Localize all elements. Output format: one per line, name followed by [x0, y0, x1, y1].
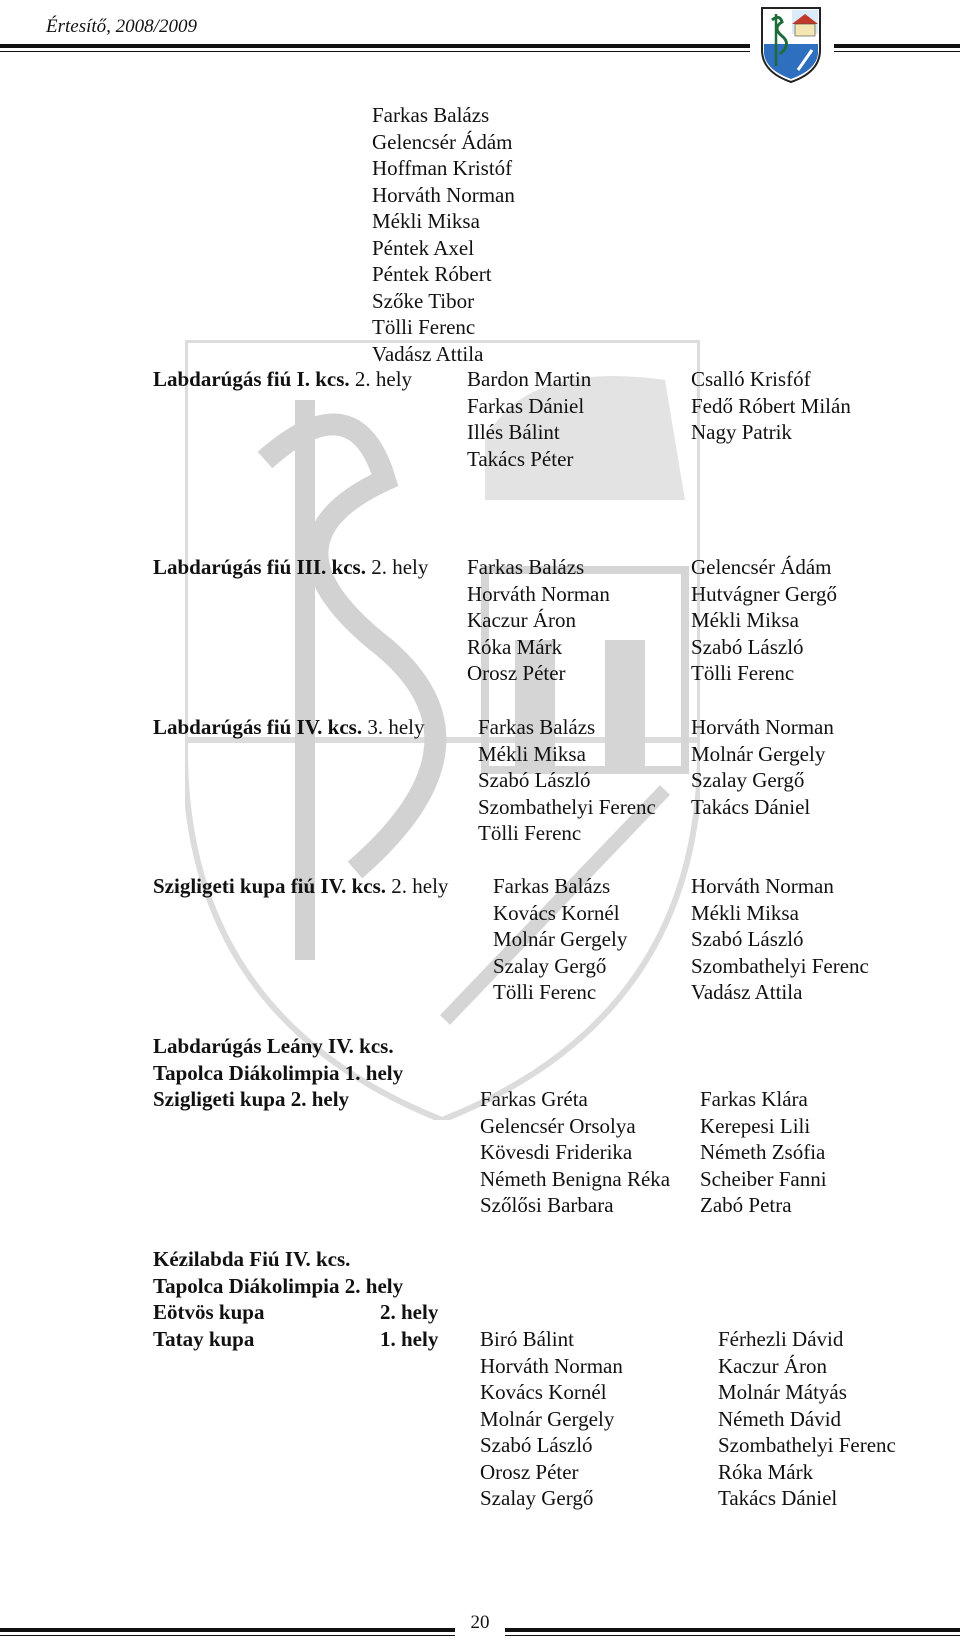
team-member: Bardon Martin [467, 367, 592, 391]
section-place: 3. hely [367, 715, 425, 739]
section-title: Labdarúgás Leány IV. kcs. [153, 1034, 394, 1058]
team-member: Németh Dávid [718, 1406, 842, 1431]
list-item: Hoffman Kristóf [372, 156, 513, 180]
team-member: Takács Dániel [691, 794, 811, 819]
team-member: Farkas Dániel [467, 393, 585, 418]
team-member: Illés Bálint [467, 420, 560, 444]
team-member: Kaczur Áron [718, 1353, 828, 1378]
list-item: Horváth Norman [372, 182, 515, 207]
team-member: Horváth Norman [691, 715, 834, 739]
team-member: Kerepesi Lili [700, 1113, 811, 1138]
section-title: Tatay kupa [153, 1326, 255, 1351]
team-member: Mékli Miksa [691, 900, 799, 925]
team-member: Tölli Ferenc [478, 821, 582, 845]
team-member: Szombathelyi Ferenc [691, 953, 869, 978]
section-title: Eötvös kupa [153, 1300, 265, 1324]
section-title: Labdarúgás fiú III. kcs. 2. hely [153, 555, 429, 579]
team-member: Molnár Mátyás [718, 1380, 847, 1404]
team-member: Orosz Péter [480, 1459, 579, 1484]
team-member: Scheiber Fanni [700, 1166, 827, 1191]
team-member: Takács Dániel [718, 1486, 838, 1510]
team-member: Fedő Róbert Milán [691, 393, 851, 418]
team-member: Horváth Norman [467, 581, 610, 606]
team-member: Tölli Ferenc [493, 980, 597, 1004]
footer-rule-right-thick [505, 1628, 960, 1632]
section-title: Szigligeti kupa fiú IV. kcs. 2. hely [153, 874, 449, 898]
team-member: Takács Péter [467, 446, 574, 471]
team-member: Kövesdi Friderika [480, 1140, 633, 1164]
team-member: Szabó László [691, 927, 804, 951]
team-member: Kovács Kornél [480, 1380, 607, 1404]
header-rule-right-thin [834, 51, 960, 52]
school-crest-icon [758, 4, 824, 84]
header-rule-thin [0, 51, 750, 52]
team-member: Molnár Gergely [691, 741, 826, 766]
team-member: Gelencsér Orsolya [480, 1113, 636, 1138]
team-member: Farkas Balázs [478, 715, 596, 739]
header-rule-right-thick [834, 44, 960, 48]
team-member: Szalay Gergő [480, 1486, 594, 1510]
footer-rule-left-thin [0, 1635, 455, 1636]
header-title: Értesítő, 2008/2009 [46, 16, 197, 37]
team-member: Szabó László [478, 768, 591, 792]
list-item: Tölli Ferenc [372, 315, 476, 339]
team-member: Molnár Gergely [493, 927, 628, 951]
team-member: Orosz Péter [467, 661, 566, 685]
team-member: Molnár Gergely [480, 1406, 615, 1431]
team-member: Farkas Klára [700, 1087, 808, 1111]
team-member: Mékli Miksa [691, 608, 799, 632]
team-member: Farkas Balázs [467, 555, 585, 579]
team-member: Férhezli Dávid [718, 1327, 844, 1351]
team-member: Szombathelyi Ferenc [478, 794, 656, 819]
section-place: 2. hely [380, 1300, 439, 1324]
section-title: Szigligeti kupa 2. hely [153, 1087, 350, 1111]
section-title: Labdarúgás fiú IV. kcs. 3. hely [153, 715, 425, 739]
header-rule-thick [0, 44, 750, 48]
section-place: 2. hely [391, 874, 449, 898]
section-title: Tapolca Diákolimpia 1. hely [153, 1060, 404, 1085]
section-place: 2. hely [354, 367, 413, 391]
section-place: 2. hely [371, 555, 429, 579]
footer-rule-left-thick [0, 1628, 455, 1632]
team-member: Szalay Gergő [493, 953, 607, 978]
team-member: Szombathelyi Ferenc [718, 1433, 896, 1457]
team-member: Gelencsér Ádám [691, 555, 832, 579]
section-title: Labdarúgás fiú I. kcs. 2. hely [153, 367, 413, 391]
team-member: Róka Márk [718, 1459, 814, 1484]
footer-rule-right-thin [505, 1635, 960, 1636]
list-item: Péntek Róbert [372, 262, 492, 286]
team-member: Horváth Norman [691, 874, 834, 898]
section-place: 1. hely [380, 1326, 439, 1351]
page-number: 20 [470, 1612, 490, 1633]
team-member: Biró Bálint [480, 1327, 574, 1351]
team-member: Szabó László [691, 634, 804, 659]
section-title: Tapolca Diákolimpia 2. hely [153, 1273, 404, 1298]
team-member: Hutvágner Gergő [691, 581, 837, 606]
team-member: Németh Benigna Réka [480, 1166, 671, 1191]
list-item: Szőke Tibor [372, 288, 475, 313]
team-member: Szalay Gergő [691, 768, 805, 792]
list-item: Farkas Balázs [372, 103, 490, 127]
team-member: Vadász Attila [691, 980, 803, 1004]
team-member: Horváth Norman [480, 1353, 623, 1378]
section-title: Kézilabda Fiú IV. kcs. [153, 1247, 351, 1271]
team-member: Szabó László [480, 1433, 593, 1457]
team-member: Farkas Balázs [493, 874, 611, 898]
list-item: Péntek Axel [372, 235, 475, 260]
team-member: Csalló Krisfóf [691, 367, 811, 391]
team-member: Róka Márk [467, 634, 563, 659]
list-item: Vadász Attila [372, 341, 484, 366]
team-member: Nagy Patrik [691, 420, 792, 444]
team-member: Kovács Kornél [493, 900, 620, 925]
list-item: Mékli Miksa [372, 209, 480, 233]
team-member: Farkas Gréta [480, 1087, 588, 1111]
team-member: Kaczur Áron [467, 608, 577, 632]
team-member: Szőlősi Barbara [480, 1193, 614, 1217]
team-member: Mékli Miksa [478, 741, 586, 766]
list-item: Gelencsér Ádám [372, 129, 513, 154]
team-member: Németh Zsófia [700, 1140, 826, 1164]
team-member: Tölli Ferenc [691, 661, 795, 685]
team-member: Zabó Petra [700, 1193, 792, 1217]
